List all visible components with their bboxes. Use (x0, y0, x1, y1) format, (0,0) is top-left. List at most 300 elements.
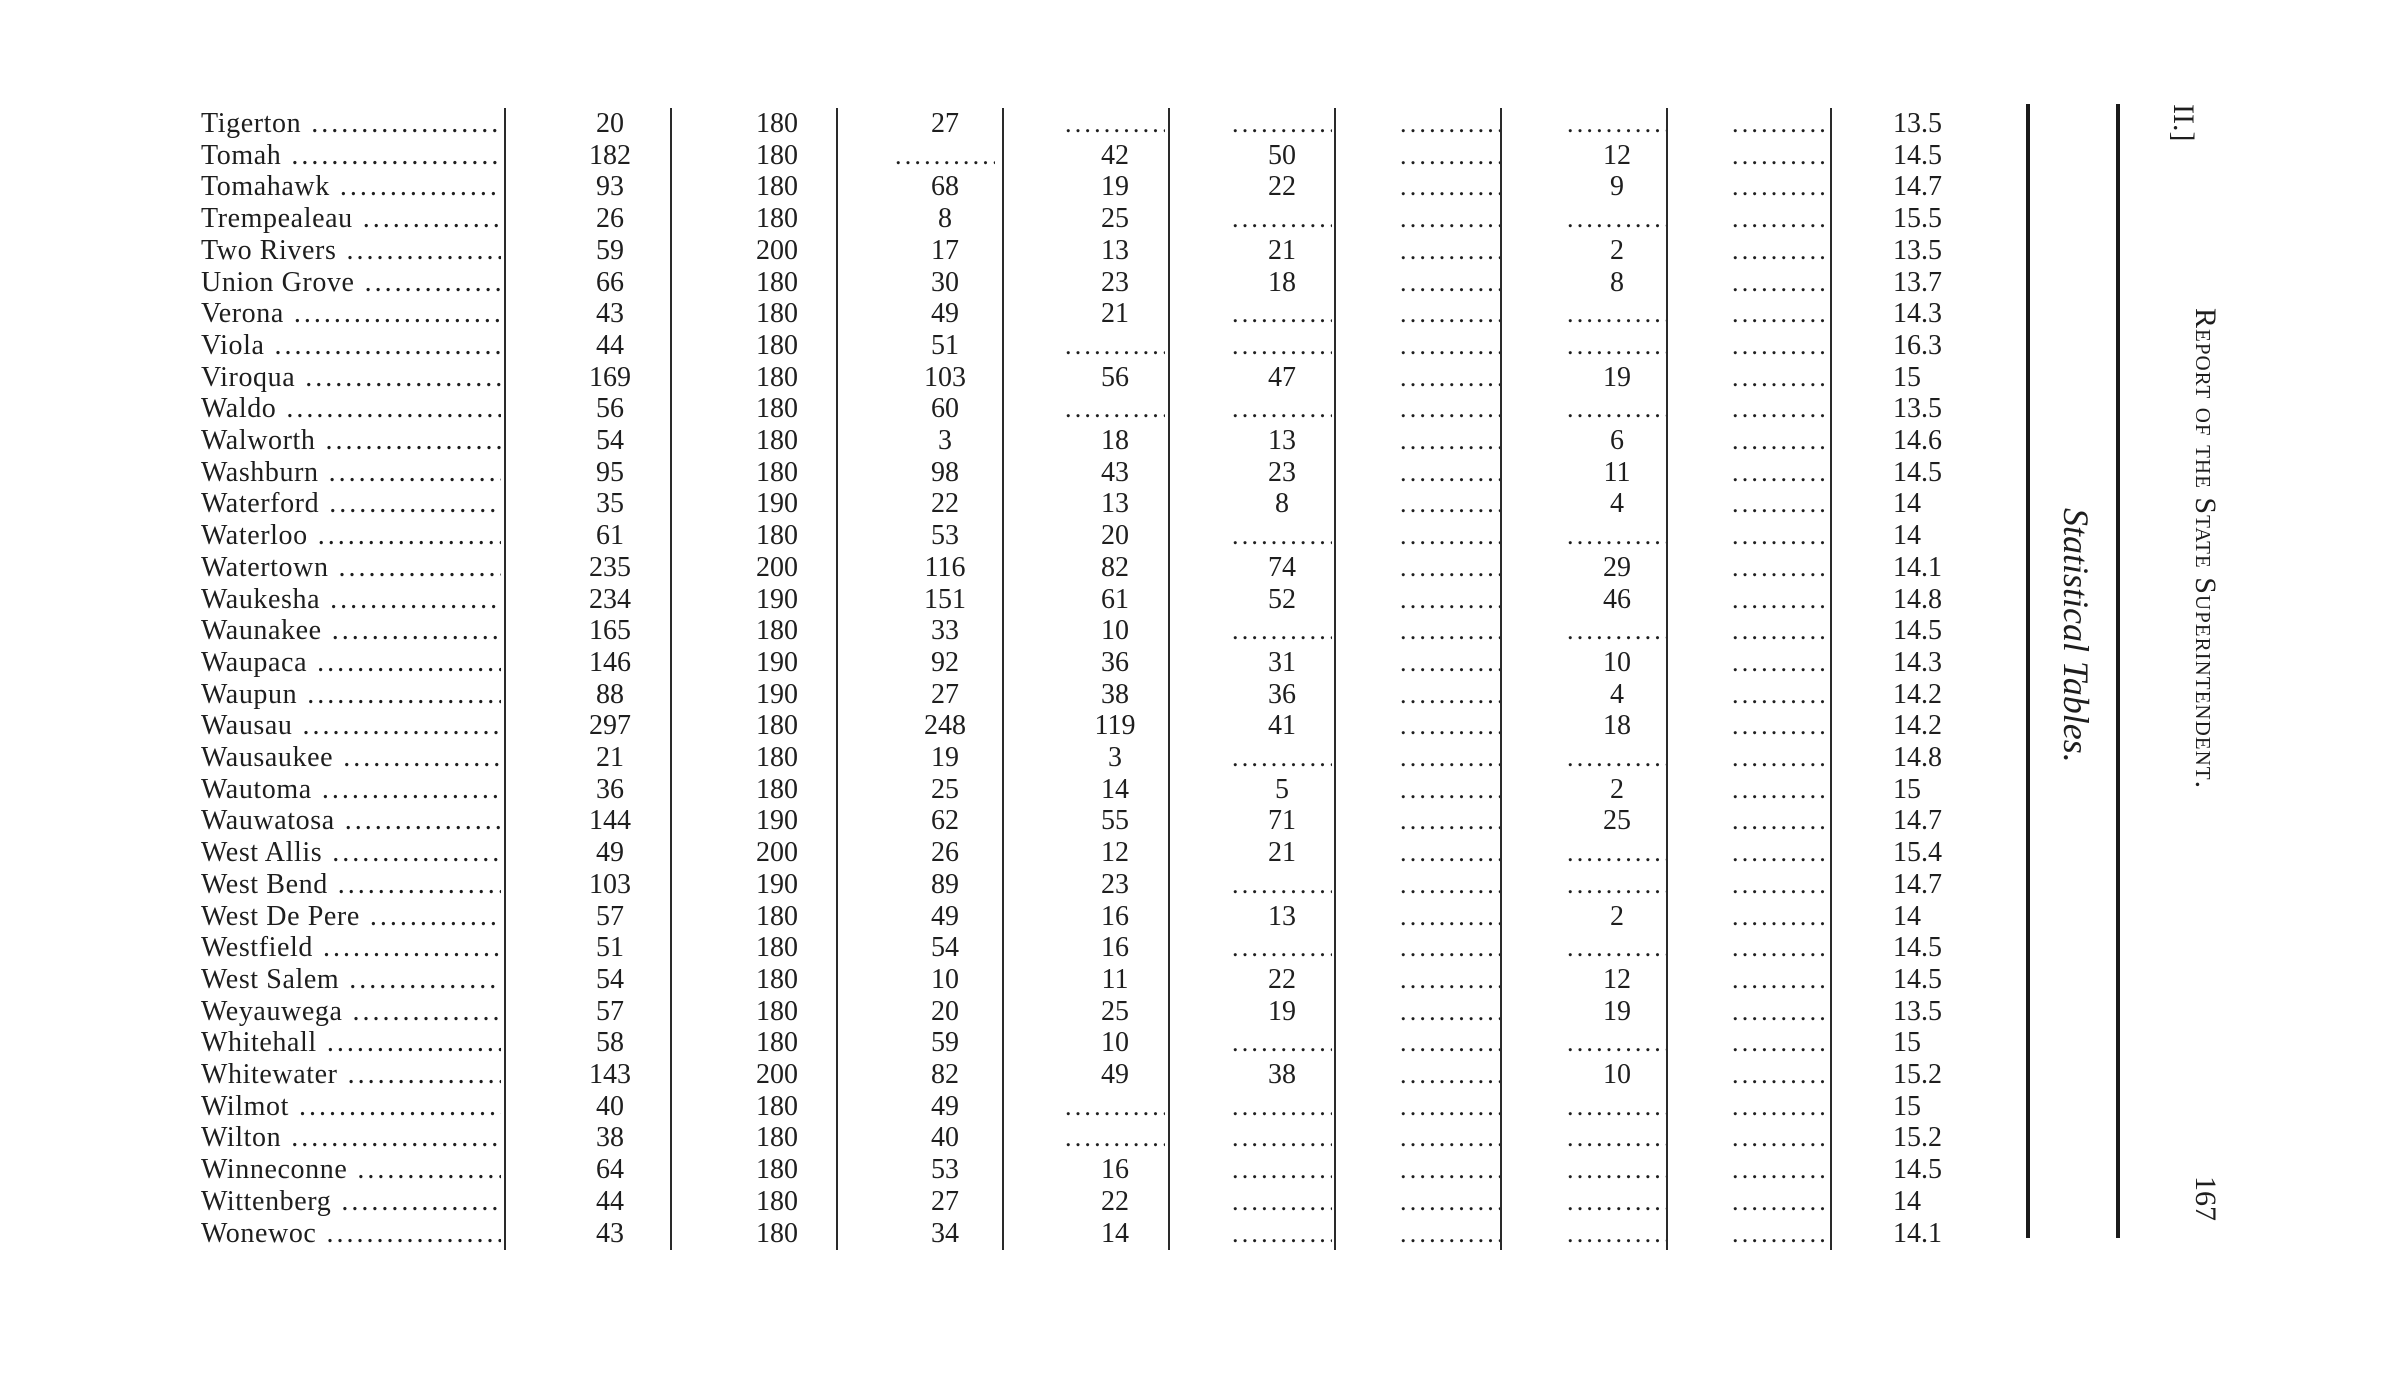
average-age-cell: 13.5 (1893, 234, 1942, 266)
table-cell: 180 (756, 995, 798, 1027)
empty-cell (1400, 1218, 1500, 1249)
table-cell: 29 (1603, 551, 1631, 583)
empty-cell (1232, 203, 1332, 234)
school-name: Whitehall ..... (201, 1027, 501, 1058)
empty-cell (1400, 679, 1500, 710)
table-cell: 38 (1268, 1059, 1296, 1090)
column-rule (1002, 108, 1004, 1250)
table-cell: 180 (756, 615, 798, 647)
empty-cell (1567, 393, 1667, 424)
table-cell: 98 (931, 456, 959, 488)
table-cell: 71 (1268, 805, 1296, 837)
empty-cell (1732, 552, 1832, 583)
table-cell: 23 (1268, 456, 1296, 488)
empty-cell (1400, 932, 1500, 963)
table-cell: 180 (756, 1027, 798, 1059)
header-rule (2026, 104, 2030, 1238)
table-cell: 180 (756, 1217, 798, 1249)
table-cell: 143 (589, 1059, 631, 1090)
empty-cell (1732, 203, 1832, 234)
empty-cell (1732, 362, 1832, 393)
empty-cell (1400, 1154, 1500, 1185)
table-cell: 49 (596, 837, 624, 869)
school-name: Two Rivers ..... (201, 235, 501, 266)
table-cell: 234 (589, 583, 631, 615)
table-cell: 27 (931, 1185, 959, 1217)
empty-cell (1732, 932, 1832, 963)
school-name: West Bend ..... (201, 869, 501, 900)
empty-cell (1400, 235, 1500, 266)
column-rule (504, 108, 506, 1250)
average-age-cell: 13.5 (1893, 393, 1942, 425)
school-name: Wittenberg ..... (201, 1186, 501, 1217)
average-age-cell: 14 (1893, 488, 1921, 520)
empty-cell (1732, 1122, 1832, 1153)
empty-cell (1732, 615, 1832, 646)
empty-cell (1400, 964, 1500, 995)
table-cell: 180 (756, 266, 798, 298)
table-cell: 50 (1268, 139, 1296, 171)
table-cell: 18 (1603, 710, 1631, 742)
empty-cell (1232, 869, 1332, 900)
empty-cell (1732, 1186, 1832, 1217)
table-cell: 88 (596, 678, 624, 710)
table-cell: 248 (924, 710, 966, 742)
empty-cell (1065, 1122, 1165, 1153)
table-cell: 56 (1101, 361, 1129, 393)
table-cell: 11 (1101, 963, 1129, 995)
table-cell: 21 (1268, 837, 1296, 869)
table-cell: 12 (1101, 837, 1129, 869)
empty-cell (1400, 615, 1500, 646)
average-age-cell: 14.5 (1893, 139, 1942, 171)
table-cell: 47 (1268, 361, 1296, 393)
table-cell: 19 (1101, 171, 1129, 203)
table-cell: 49 (931, 1090, 959, 1122)
table-cell: 43 (596, 298, 624, 330)
column-rule (836, 108, 838, 1250)
empty-cell (1065, 330, 1165, 361)
average-age-cell: 15 (1893, 1090, 1921, 1122)
table-cell: 6 (1610, 425, 1624, 456)
empty-cell (1732, 901, 1832, 932)
table-cell: 180 (756, 361, 798, 393)
empty-cell (1732, 1218, 1832, 1249)
school-name: Trempealeau ..... (201, 203, 501, 234)
empty-cell (895, 140, 995, 171)
table-cell: 182 (589, 139, 631, 171)
empty-cell (1732, 996, 1832, 1027)
table-cell: 180 (756, 963, 798, 995)
column-rule (1500, 108, 1502, 1250)
table-cell: 180 (756, 742, 798, 773)
table-cell: 180 (756, 773, 798, 805)
empty-cell (1065, 108, 1165, 139)
table-cell: 20 (1101, 520, 1129, 552)
table-cell: 64 (596, 1154, 624, 1186)
school-name: Westfield ..... (201, 932, 501, 963)
table-cell: 19 (1603, 361, 1631, 393)
empty-cell (1732, 1059, 1832, 1090)
average-age-cell: 14.7 (1893, 805, 1942, 837)
average-age-cell: 14.8 (1893, 742, 1942, 773)
table-cell: 36 (1101, 646, 1129, 678)
empty-cell (1567, 1027, 1667, 1058)
school-name: Wausau ..... (201, 710, 501, 741)
empty-cell (1732, 1027, 1832, 1058)
table-cell: 2 (1610, 773, 1624, 805)
table-cell: 180 (756, 1090, 798, 1122)
empty-cell (1232, 1091, 1332, 1122)
empty-cell (1232, 108, 1332, 139)
table-cell: 8 (1610, 266, 1624, 298)
table-cell: 103 (589, 868, 631, 900)
table-cell: 190 (756, 583, 798, 615)
average-age-cell: 15 (1893, 361, 1921, 393)
average-age-cell: 14.1 (1893, 1217, 1942, 1249)
empty-cell (1732, 584, 1832, 615)
table-cell: 25 (1101, 203, 1129, 235)
empty-cell (1400, 330, 1500, 361)
average-age-cell: 15.4 (1893, 837, 1942, 869)
table-cell: 16 (1101, 932, 1129, 964)
school-name: Wausaukee ..... (201, 742, 501, 773)
table-cell: 33 (931, 615, 959, 647)
table-cell: 74 (1268, 551, 1296, 583)
table-cell: 14 (1101, 773, 1129, 805)
school-name: Wonewoc ..... (201, 1218, 501, 1249)
table-cell: 43 (596, 1217, 624, 1249)
table-cell: 36 (1268, 678, 1296, 710)
table-cell: 82 (931, 1059, 959, 1090)
empty-cell (1400, 171, 1500, 202)
empty-cell (1232, 742, 1332, 773)
table-cell: 21 (1101, 298, 1129, 330)
empty-cell (1232, 932, 1332, 963)
table-cell: 34 (931, 1217, 959, 1249)
table-cell: 21 (596, 742, 624, 773)
empty-cell (1400, 203, 1500, 234)
table-cell: 11 (1603, 456, 1631, 488)
table-cell: 116 (924, 551, 966, 583)
table-cell: 165 (589, 615, 631, 647)
empty-cell (1567, 932, 1667, 963)
table-cell: 60 (931, 393, 959, 425)
table-cell: 119 (1094, 710, 1136, 742)
table-cell: 53 (931, 520, 959, 552)
table-cell: 200 (756, 1059, 798, 1090)
table-cell: 31 (1268, 646, 1296, 678)
empty-cell (1732, 393, 1832, 424)
empty-cell (1400, 488, 1500, 519)
table-cell: 235 (589, 551, 631, 583)
school-name: Waterford ..... (201, 488, 501, 519)
empty-cell (1732, 520, 1832, 551)
table-cell: 4 (1610, 678, 1624, 710)
school-name: Viola ..... (201, 330, 501, 361)
table-cell: 180 (756, 203, 798, 235)
table-cell: 66 (596, 266, 624, 298)
table-cell: 200 (756, 234, 798, 266)
table-cell: 51 (596, 932, 624, 964)
empty-cell (1732, 267, 1832, 298)
table-cell: 35 (596, 488, 624, 520)
empty-cell (1232, 1186, 1332, 1217)
empty-cell (1732, 805, 1832, 836)
empty-cell (1400, 520, 1500, 551)
table-cell: 180 (756, 171, 798, 203)
table-cell: 10 (1603, 1059, 1631, 1090)
average-age-cell: 14.6 (1893, 425, 1942, 456)
table-cell: 44 (596, 1185, 624, 1217)
table-cell: 180 (756, 1122, 798, 1154)
table-cell: 180 (756, 139, 798, 171)
table-cell: 59 (931, 1027, 959, 1059)
average-age-cell: 14.2 (1893, 678, 1942, 710)
table-cell: 92 (931, 646, 959, 678)
table-cell: 180 (756, 1185, 798, 1217)
table-cell: 190 (756, 488, 798, 520)
empty-cell (1567, 1186, 1667, 1217)
empty-cell (1732, 488, 1832, 519)
table-cell: 13 (1268, 425, 1296, 456)
table-cell: 57 (596, 995, 624, 1027)
table-cell: 95 (596, 456, 624, 488)
table-cell: 68 (931, 171, 959, 203)
table-cell: 10 (1101, 615, 1129, 647)
table-cell: 169 (589, 361, 631, 393)
table-cell: 43 (1101, 456, 1129, 488)
empty-cell (1400, 710, 1500, 741)
table-cell: 25 (931, 773, 959, 805)
empty-cell (1732, 742, 1832, 773)
empty-cell (1732, 964, 1832, 995)
average-age-cell: 14 (1893, 1185, 1921, 1217)
table-cell: 190 (756, 646, 798, 678)
average-age-cell: 14.3 (1893, 298, 1942, 330)
table-cell: 13 (1268, 900, 1296, 932)
column-rule (1830, 108, 1832, 1250)
table-cell: 44 (596, 329, 624, 361)
school-name: Waupun ..... (201, 679, 501, 710)
empty-cell (1732, 235, 1832, 266)
table-cell: 58 (596, 1027, 624, 1059)
table-cell: 53 (931, 1154, 959, 1186)
school-name: Waunakee ..... (201, 615, 501, 646)
table-cell: 297 (589, 710, 631, 742)
empty-cell (1567, 203, 1667, 234)
empty-cell (1400, 457, 1500, 488)
table-cell: 19 (1268, 995, 1296, 1027)
table-cell: 54 (596, 425, 624, 456)
empty-cell (1400, 362, 1500, 393)
empty-cell (1400, 996, 1500, 1027)
school-name: Verona ..... (201, 298, 501, 329)
empty-cell (1400, 1059, 1500, 1090)
empty-cell (1232, 1122, 1332, 1153)
table-cell: 19 (931, 742, 959, 773)
table-cell: 59 (596, 234, 624, 266)
table-cell: 55 (1101, 805, 1129, 837)
school-name: Waldo ..... (201, 393, 501, 424)
empty-cell (1400, 837, 1500, 868)
table-cell: 200 (756, 837, 798, 869)
table-cell: 22 (1101, 1185, 1129, 1217)
table-cell: 180 (756, 900, 798, 932)
empty-cell (1400, 805, 1500, 836)
table-cell: 146 (589, 646, 631, 678)
table-cell: 12 (1603, 963, 1631, 995)
table-cell: 13 (1101, 234, 1129, 266)
empty-cell (1732, 774, 1832, 805)
table-cell: 144 (589, 805, 631, 837)
school-name: Wautoma ..... (201, 774, 501, 805)
empty-cell (1400, 584, 1500, 615)
average-age-cell: 15.2 (1893, 1059, 1942, 1090)
table-cell: 180 (756, 1154, 798, 1186)
table-cell: 190 (756, 678, 798, 710)
empty-cell (1567, 1122, 1667, 1153)
table-cell: 27 (931, 678, 959, 710)
empty-cell (1732, 1091, 1832, 1122)
empty-cell (1232, 330, 1332, 361)
table-cell: 61 (596, 520, 624, 552)
table-cell: 9 (1610, 171, 1624, 203)
school-name: Whitewater ..... (201, 1059, 501, 1090)
table-cell: 30 (931, 266, 959, 298)
average-age-cell: 14 (1893, 900, 1921, 932)
table-cell: 151 (924, 583, 966, 615)
table-cell: 40 (931, 1122, 959, 1154)
table-cell: 200 (756, 551, 798, 583)
empty-cell (1567, 1091, 1667, 1122)
table-cell: 2 (1610, 234, 1624, 266)
column-rule (1334, 108, 1336, 1250)
empty-cell (1232, 1154, 1332, 1185)
table-cell: 180 (756, 108, 798, 139)
empty-cell (1567, 1218, 1667, 1249)
empty-cell (1400, 1122, 1500, 1153)
empty-cell (1400, 140, 1500, 171)
empty-cell (1400, 1027, 1500, 1058)
table-cell: 23 (1101, 266, 1129, 298)
empty-cell (1732, 710, 1832, 741)
table-cell: 27 (931, 108, 959, 139)
table-cell: 38 (1101, 678, 1129, 710)
table-cell: 23 (1101, 868, 1129, 900)
average-age-cell: 14.5 (1893, 1154, 1942, 1186)
table-cell: 49 (931, 298, 959, 330)
empty-cell (1400, 774, 1500, 805)
table-cell: 12 (1603, 139, 1631, 171)
empty-cell (1567, 869, 1667, 900)
table-cell: 89 (931, 868, 959, 900)
school-name: Wauwatosa ..... (201, 805, 501, 836)
empty-cell (1567, 615, 1667, 646)
table-cell: 180 (756, 710, 798, 742)
table-cell: 190 (756, 805, 798, 837)
running-head: Report of the State Superintendent. (2189, 308, 2222, 790)
table-cell: 54 (596, 963, 624, 995)
table-cell: 62 (931, 805, 959, 837)
empty-cell (1732, 679, 1832, 710)
table-cell: 54 (931, 932, 959, 964)
table-cell: 82 (1101, 551, 1129, 583)
empty-cell (1732, 457, 1832, 488)
average-age-cell: 14 (1893, 520, 1921, 552)
average-age-cell: 16.3 (1893, 329, 1942, 361)
average-age-cell: 14.1 (1893, 551, 1942, 583)
table-cell: 16 (1101, 1154, 1129, 1186)
table-cell: 40 (596, 1090, 624, 1122)
empty-cell (1400, 298, 1500, 329)
school-name: West De Pere ..... (201, 901, 501, 932)
table-cell: 2 (1610, 900, 1624, 932)
table-cell: 180 (756, 298, 798, 330)
school-name: Winneconne ..... (201, 1154, 501, 1185)
empty-cell (1065, 1091, 1165, 1122)
table-cell: 49 (1101, 1059, 1129, 1090)
table-cell: 5 (1275, 773, 1289, 805)
average-age-cell: 13.7 (1893, 266, 1942, 298)
empty-cell (1232, 1027, 1332, 1058)
average-age-cell: 13.5 (1893, 108, 1942, 139)
table-cell: 25 (1101, 995, 1129, 1027)
empty-cell (1732, 647, 1832, 678)
average-age-cell: 14.3 (1893, 646, 1942, 678)
school-name: West Salem ..... (201, 964, 501, 995)
table-cell: 180 (756, 520, 798, 552)
empty-cell (1400, 742, 1500, 773)
empty-cell (1732, 837, 1832, 868)
table-cell: 46 (1603, 583, 1631, 615)
table-cell: 25 (1603, 805, 1631, 837)
empty-cell (1232, 393, 1332, 424)
table-cell: 17 (931, 234, 959, 266)
table-cell: 41 (1268, 710, 1296, 742)
empty-cell (1732, 425, 1832, 456)
table-cell: 20 (931, 995, 959, 1027)
average-age-cell: 14.7 (1893, 868, 1942, 900)
empty-cell (1567, 742, 1667, 773)
table-cell: 10 (1603, 646, 1631, 678)
table-cell: 4 (1610, 488, 1624, 520)
school-name: Wilmot ..... (201, 1091, 501, 1122)
school-name: West Allis ..... (201, 837, 501, 868)
average-age-cell: 15.5 (1893, 203, 1942, 235)
empty-cell (1400, 1091, 1500, 1122)
table-cell: 180 (756, 329, 798, 361)
table-cell: 42 (1101, 139, 1129, 171)
average-age-cell: 14.5 (1893, 963, 1942, 995)
table-cell: 14 (1101, 1217, 1129, 1249)
table-cell: 52 (1268, 583, 1296, 615)
school-name: Weyauwega ..... (201, 996, 501, 1027)
school-name: Union Grove ..... (201, 267, 501, 298)
empty-cell (1232, 298, 1332, 329)
page-number: 167 (2189, 1176, 2222, 1221)
average-age-cell: 15 (1893, 773, 1921, 805)
average-age-cell: 14.5 (1893, 932, 1942, 964)
empty-cell (1400, 425, 1500, 456)
empty-cell (1400, 901, 1500, 932)
school-name: Tomah ..... (201, 140, 501, 171)
table-cell: 22 (1268, 171, 1296, 203)
empty-cell (1732, 298, 1832, 329)
empty-cell (1567, 108, 1667, 139)
header-rule (2116, 104, 2120, 1238)
school-name: Waukesha ..... (201, 584, 501, 615)
